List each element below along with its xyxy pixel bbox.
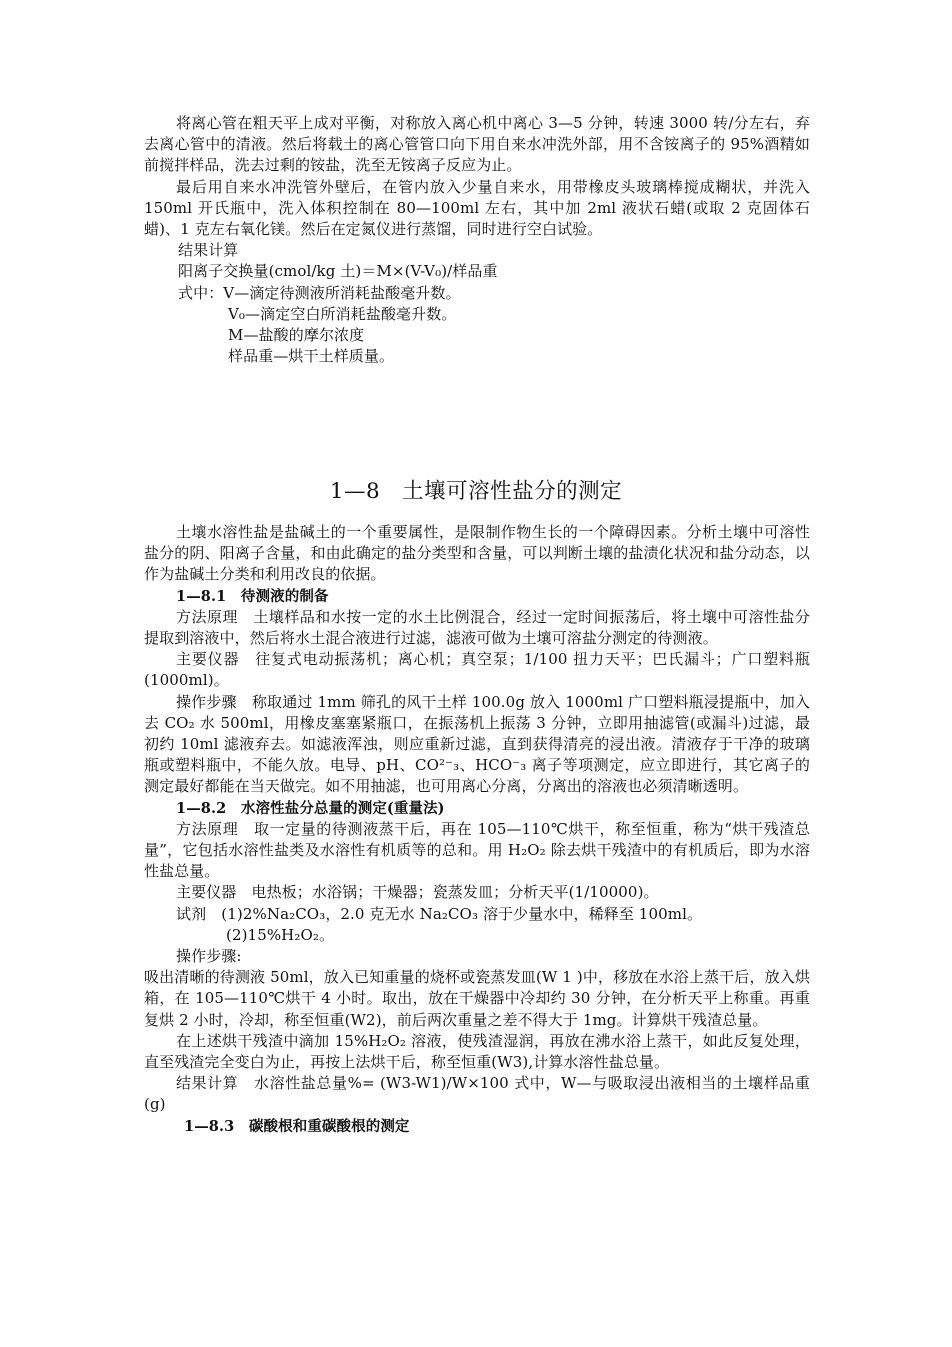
- s1-instruments: 主要仪器 往复式电动振荡机；离心机；真空泵；1/100 扭力天平；巴氏漏斗；广口塑料瓶(1000ml)。: [144, 650, 810, 690]
- s2-reagent-2: (2)15%H₂O₂。: [226, 925, 335, 944]
- cec-formula: 阳离子交换量(cmol/kg 土)＝M×(V-V₀)/样品重: [178, 262, 498, 281]
- s2-instruments: 主要仪器 电热板；水浴锅；干燥器；瓷蒸发皿；分析天平(1/10000)。: [176, 883, 659, 902]
- paragraph-centrifuge: 将离心管在粗天平上成对平衡，对称放入离心机中离心 3—5 分钟，转速 3000 转/分左右，弃去离心管中的清液。然后将载土的离心管管口向下用自来水冲洗外部，用不含铵离子的 95%酒精如前搅拌样品，洗去过剩的铵盐，洗至无铵离子反应为止。: [144, 114, 810, 175]
- result-label: 结果计算: [178, 241, 239, 260]
- definition-v: 式中：V—滴定待测液所消耗盐酸毫升数。: [178, 283, 461, 302]
- s1-steps: 操作步骤 称取通过 1mm 筛孔的风干土样 100.0g 放入 1000ml 广口塑料瓶浸提瓶中，加入去 CO₂ 水 500ml，用橡皮塞塞紧瓶口，在振荡机上振荡 3 分钟，立即用抽滤管(或漏斗)过滤，最初约 10ml 滤液弃去。如滤液浑浊，则应重新过滤，直到获得清亮的浸出液。清液存于干净的玻璃瓶或塑料瓶中，不能久放。电导、pH、CO²⁻₃、HCO⁻₃ 离子等项测定，应立即进行，其它离子的测定最好都能在当天做完。如不用抽滤，也可用离心分离，分离出的溶液也必须清晰透明。: [144, 692, 810, 796]
- section-title: 1—8 土壤可溶性盐分的测定: [329, 479, 623, 504]
- s2-principle: 方法原理 取一定量的待测液蒸干后，再在 105—110℃烘干，称至恒重，称为“烘干残渣总量”，它包括水溶性盐类及水溶性有机质等的总和。用 H₂O₂ 除去烘干残渣中的有机质后，即为水溶性盐总量。: [144, 819, 810, 881]
- intro-paragraph: 土壤水溶性盐是盐碱土的一个重要属性，是限制作物生长的一个障碍因素。分析土壤中可溶性盐分的阴、阳离子含量，和由此确定的盐分类型和含量，可以判断土壤的盐渍化状况和盐分动态，以作为盐碱土分类和利用改良的依据。: [144, 523, 810, 584]
- top-section: [144, 113, 810, 367]
- heading-8-3: 1—8.3 碳酸根和重碳酸根的测定: [184, 1117, 410, 1135]
- definition-sample-weight: 样品重—烘干土样质量。: [228, 347, 395, 366]
- s2-steps-2: 在上述烘干残渣中滴加 15%H₂O₂ 溶液，使残渣湿润，再放在沸水浴上蒸干，如此反复处理，直至残渣完全变白为止，再按上法烘干后，称至恒重(W3),计算水溶性盐总量。: [144, 1031, 810, 1072]
- main-section: [144, 522, 810, 1137]
- s2-reagent-1: 试剂 (1)2%Na₂CO₃，2.0 克无水 Na₂CO₃ 溶于少量水中，稀释至 100ml。: [176, 904, 703, 923]
- s2-result: 结果计算 水溶性盐总量%= (W3-W1)/W×100 式中，W—与吸取浸出液相当的土壤样品重(g): [144, 1074, 810, 1114]
- definition-v0: V₀—滴定空白所消耗盐酸毫升数。: [228, 304, 457, 323]
- s2-steps-1: 吸出清晰的待测液 50ml，放入已知重量的烧杯或瓷蒸发皿(W 1 )中，移放在水浴上蒸干后，放入烘箱，在 105—110℃烘干 4 小时。取出，放在干燥器中冷却约 30 分钟，在分析天平上称重。再重复烘 2 小时，冷却，称至恒重(W2)，前后两次重量之差不得大于 1mg。计算烘干残渣总量。: [144, 968, 810, 1029]
- s1-principle: 方法原理 土壤样品和水按一定的水土比例混合，经过一定时间振荡后，将土壤中可溶性盐分提取到溶液中，然后将水土混合液进行过滤，滤液可做为土壤可溶盐分测定的待测液。: [144, 607, 810, 648]
- paragraph-distillation: 最后用自来水冲洗管外壁后，在管内放入少量自来水，用带橡皮头玻璃棒搅成糊状，并洗入 150ml 开氏瓶中，洗入体积控制在 80—100ml 左右，其中加 2ml 液状石蜡(或取 2 克固体石蜡)、1 克左右氧化镁。然后在定氮仪进行蒸馏，同时进行空白试验。: [144, 177, 810, 239]
- heading-8-1: 1—8.1 待测液的制备: [176, 587, 329, 605]
- definition-m: M—盐酸的摩尔浓度: [228, 326, 365, 345]
- s2-steps-label: 操作步骤:: [176, 947, 242, 966]
- heading-8-2: 1—8.2 水溶性盐分总量的测定(重量法): [176, 799, 445, 817]
